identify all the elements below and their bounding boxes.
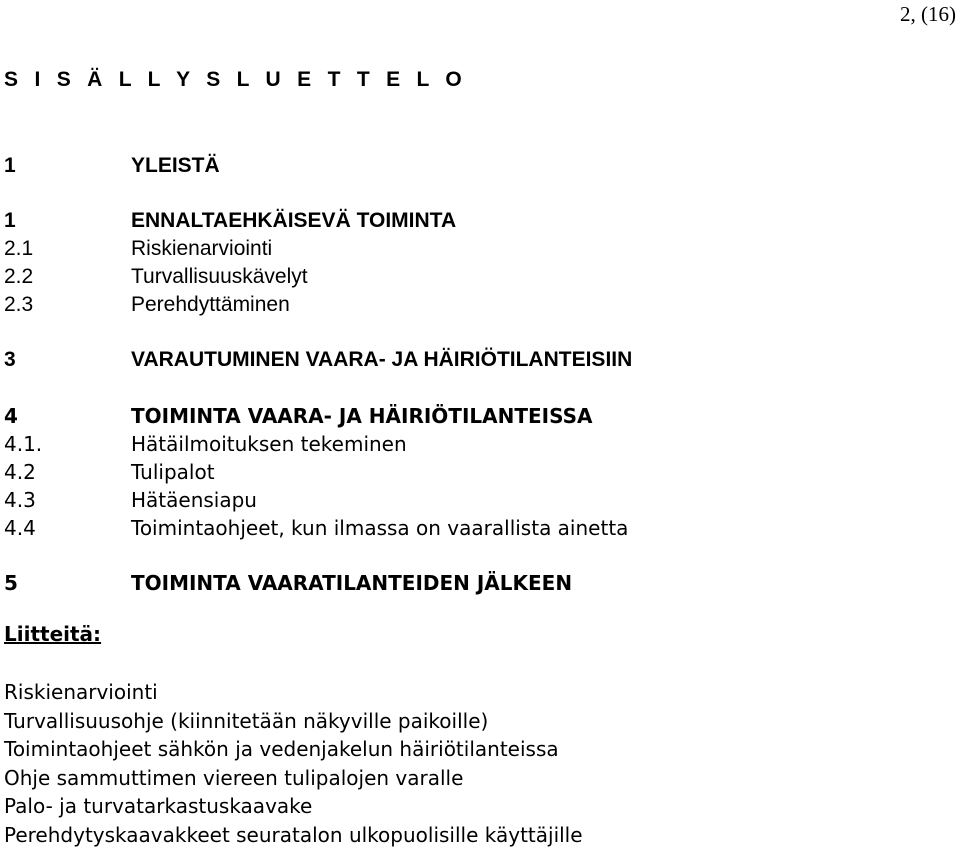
toc-entry-number: 1 bbox=[4, 154, 16, 177]
toc-entry-number: 5 bbox=[4, 571, 18, 595]
toc-entry-text: TOIMINTA VAARATILANTEIDEN JÄLKEEN bbox=[131, 571, 573, 595]
toc-entry-text: YLEISTÄ bbox=[131, 154, 220, 177]
toc-entry-text: Hätäilmoituksen tekeminen bbox=[131, 432, 407, 456]
toc-entry-number: 3 bbox=[4, 348, 16, 371]
appendices-heading: Liitteitä: bbox=[4, 622, 102, 646]
appendix-item: Toimintaohjeet sähkön ja vedenjakelun häiriötilanteissa bbox=[4, 737, 559, 762]
appendix-item: Turvallisuusohje (kiinnitetään näkyville paikoille) bbox=[4, 708, 489, 733]
table-of-contents-title: S I S Ä L L Y S L U E T T E L O bbox=[4, 68, 468, 91]
toc-entry-number: 4.3 bbox=[4, 488, 36, 512]
appendix-item: Perehdytyskaavakkeet seuratalon ulkopuolisille käyttäjille bbox=[4, 822, 583, 847]
toc-entry-text: Tulipalot bbox=[131, 460, 215, 484]
toc-entry-number: 1 bbox=[4, 209, 16, 232]
toc-entry-text: Riskienarviointi bbox=[131, 237, 273, 260]
appendix-item: Riskienarviointi bbox=[4, 680, 158, 704]
toc-entry-number: 4 bbox=[4, 404, 18, 428]
toc-entry-number: 2.1 bbox=[4, 237, 34, 260]
toc-entry-number: 4.1. bbox=[4, 432, 43, 456]
toc-entry-text: Turvallisuuskävelyt bbox=[131, 265, 308, 288]
toc-entry-number: 2.2 bbox=[4, 265, 34, 288]
appendix-item: Ohje sammuttimen viereen tulipalojen varalle bbox=[4, 765, 464, 790]
page-number: 2, (16) bbox=[900, 2, 956, 26]
toc-entry-text: VARAUTUMINEN VAARA- JA HÄIRIÖTILANTEISIIN bbox=[131, 348, 633, 371]
toc-entry-text: Toimintaohjeet, kun ilmassa on vaarallista ainetta bbox=[131, 516, 629, 540]
toc-entry-number: 2.3 bbox=[4, 293, 34, 316]
toc-entry-text: Hätäensiapu bbox=[131, 488, 257, 512]
toc-entry-text: Perehdyttäminen bbox=[131, 293, 290, 316]
toc-entry-text: ENNALTAEHKÄISEVÄ TOIMINTA bbox=[131, 209, 457, 232]
appendix-item: Palo- ja turvatarkastuskaavake bbox=[4, 794, 313, 819]
toc-entry-text: TOIMINTA VAARA- JA HÄIRIÖTILANTEISSA bbox=[131, 404, 593, 428]
toc-entry-number: 4.2 bbox=[4, 460, 36, 484]
appendices-list bbox=[4, 678, 583, 850]
toc-entry-number: 4.4 bbox=[4, 516, 36, 540]
